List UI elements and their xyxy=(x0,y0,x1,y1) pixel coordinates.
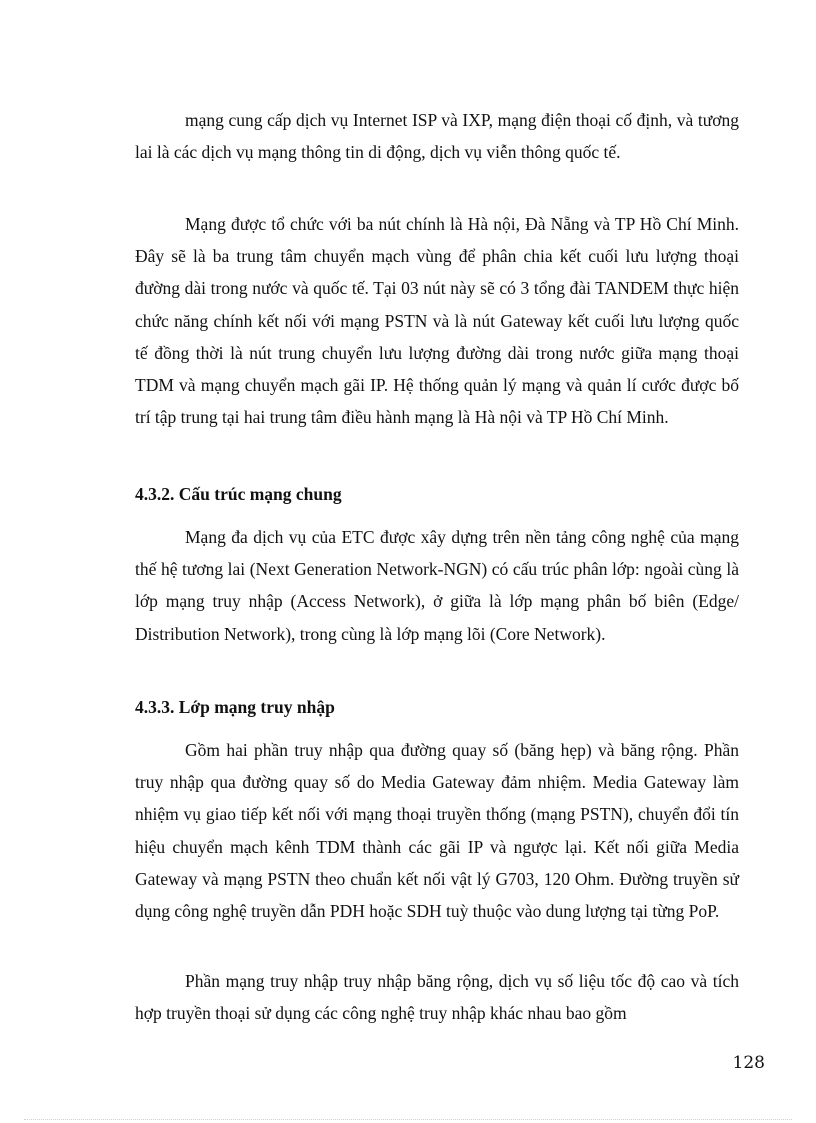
page-number: 128 xyxy=(732,1053,765,1073)
body-paragraph xyxy=(135,965,739,1029)
body-paragraph xyxy=(135,104,739,168)
section-heading-4-3-3: 4.3.3. Lớp mạng truy nhập xyxy=(135,697,335,717)
body-paragraph xyxy=(135,208,739,433)
body-paragraph xyxy=(135,734,739,927)
body-paragraph xyxy=(135,521,739,650)
paragraph-text: mạng cung cấp dịch vụ Internet ISP và IXP, mạng điện thoại cố định, và tương lai là các dịch vụ mạng thông tin di động, dịch vụ viễn thông quốc tế. xyxy=(135,110,739,163)
paragraph-text: Gồm hai phần truy nhập qua đường quay số (băng hẹp) và băng rộng. Phần truy nhập qua đường quay số do Media Gateway đảm nhiệm. Media Gateway làm nhiệm vụ giao tiếp kết nối với mạng thoại truyền thống (mạng PSTN), chuyển đổi tín hiệu chuyển mạch kênh TDM thành các gãi IP và ngược lại. Kết nối giữa Media Gateway và mạng PSTN theo chuẩn kết nối vật lý G703, 120 Ohm. Đường truyền sử dụng công nghệ truyền dẫn PDH hoặc SDH tuỳ thuộc vào dung lượng tại từng PoP. xyxy=(135,740,739,922)
paragraph-text: Phần mạng truy nhập truy nhập băng rộng, dịch vụ số liệu tốc độ cao và tích hợp truyền thoại sử dụng các công nghệ truy nhập khác nhau bao gồm xyxy=(135,971,739,1024)
page-bottom-divider xyxy=(24,1119,792,1120)
paragraph-text: Mạng đa dịch vụ của ETC được xây dựng trên nền tảng công nghệ của mạng thế hệ tương lai (Next Generation Network-NGN) có cấu trúc phân lớp: ngoài cùng là lớp mạng truy nhập (Access Network), ở giữa là lớp mạng phân bố biên (Edge/ Distribution Network), trong cùng là lớp mạng lõi (Core Network). xyxy=(135,527,739,644)
section-heading-4-3-2: 4.3.2. Cấu trúc mạng chung xyxy=(135,484,342,504)
paragraph-text: Mạng được tổ chức với ba nút chính là Hà nội, Đà Nẵng và TP Hồ Chí Minh. Đây sẽ là ba trung tâm chuyển mạch vùng để phân chia kết cuối lưu lượng thoại đường dài trong nước và quốc tế. Tại 03 nút này sẽ có 3 tổng đài TANDEM thực hiện chức năng chính kết nối với mạng PSTN và là nút Gateway kết cuối lưu lượng quốc tế đồng thời là nút trung chuyển lưu lượng đường dài trong nước giữa mạng thoại TDM và mạng chuyển mạch gãi IP. Hệ thống quản lý mạng và quản lí cước được bố trí tập trung tại hai trung tâm điều hành mạng là Hà nội và TP Hồ Chí Minh. xyxy=(135,214,739,428)
